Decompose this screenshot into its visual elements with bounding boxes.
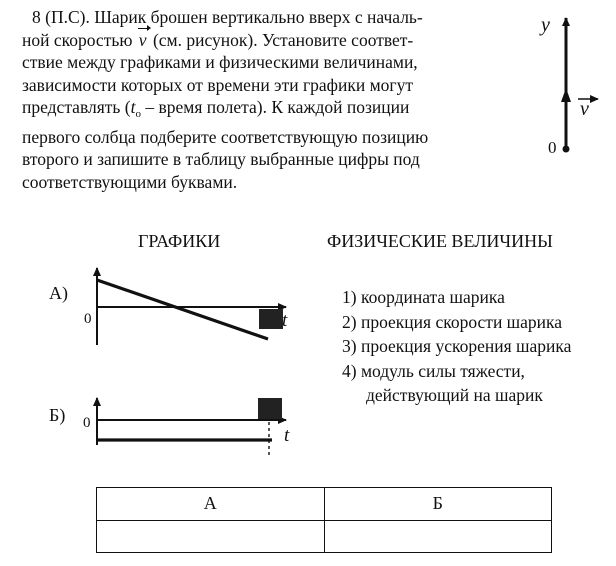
answer-cell-a[interactable] bbox=[97, 520, 325, 553]
problem-line: зависимости которых от времени эти графики могут bbox=[22, 74, 413, 95]
graph-a-zero: 0 bbox=[84, 311, 92, 327]
graph-a-letter: А) bbox=[49, 283, 68, 303]
problem-line: соответствующими буквами. bbox=[22, 171, 238, 192]
answer-table bbox=[96, 487, 552, 553]
answer-header-b: Б bbox=[324, 488, 552, 521]
quantities-heading: ФИЗИЧЕСКИЕ ВЕЛИЧИНЫ bbox=[327, 231, 553, 251]
velocity-label: v bbox=[580, 98, 589, 120]
graph-b-letter: Б) bbox=[49, 405, 66, 425]
quantities-list bbox=[342, 285, 571, 408]
graph-b bbox=[97, 398, 286, 458]
quantity-item: 1) координата шарика bbox=[342, 287, 505, 307]
answer-table-header-row bbox=[97, 488, 552, 521]
graph-a-end-marker bbox=[259, 309, 283, 329]
y-axis-label: y bbox=[541, 14, 550, 36]
graph-a-time-label: t bbox=[282, 310, 288, 331]
graph-b-zero: 0 bbox=[83, 415, 91, 431]
problem-line: 8 (П.С). Шарик брошен вертикально вверх с началь- bbox=[32, 7, 423, 27]
answer-header-a: А bbox=[97, 488, 325, 521]
quantity-item: 4) модуль силы тяжести, действующий на шарик bbox=[342, 360, 543, 405]
graph-b-end-marker bbox=[258, 398, 282, 419]
answer-cell-b[interactable] bbox=[324, 520, 552, 553]
origin-label: 0 bbox=[548, 138, 557, 157]
graph-a-line bbox=[97, 280, 268, 339]
quantity-item: 2) проекция скорости шарика bbox=[342, 311, 563, 332]
graphs-heading: ГРАФИКИ bbox=[138, 231, 221, 251]
problem-line: ствие между графиками и физическими величинами, bbox=[22, 52, 418, 72]
answer-table-answer-row bbox=[97, 520, 552, 553]
ball bbox=[563, 146, 570, 153]
graph-a bbox=[97, 268, 286, 345]
problem-line: второго и запишите в таблицу выбранные цифры под bbox=[22, 149, 420, 169]
velocity-arrow bbox=[561, 88, 571, 102]
problem-line: ной скоростью v (см. рисунок). Установите соответ- bbox=[22, 29, 414, 50]
problem-line: первого солбца подберите соответствующую позицию bbox=[22, 126, 429, 147]
graph-b-time-label: t bbox=[284, 425, 290, 446]
problem-line: представлять ($t_о$ – время полета). К каждой позиции bbox=[22, 97, 410, 120]
velocity-vector-symbol: v bbox=[138, 29, 147, 50]
quantity-item: 3) проекция ускорения шарика bbox=[342, 336, 572, 356]
